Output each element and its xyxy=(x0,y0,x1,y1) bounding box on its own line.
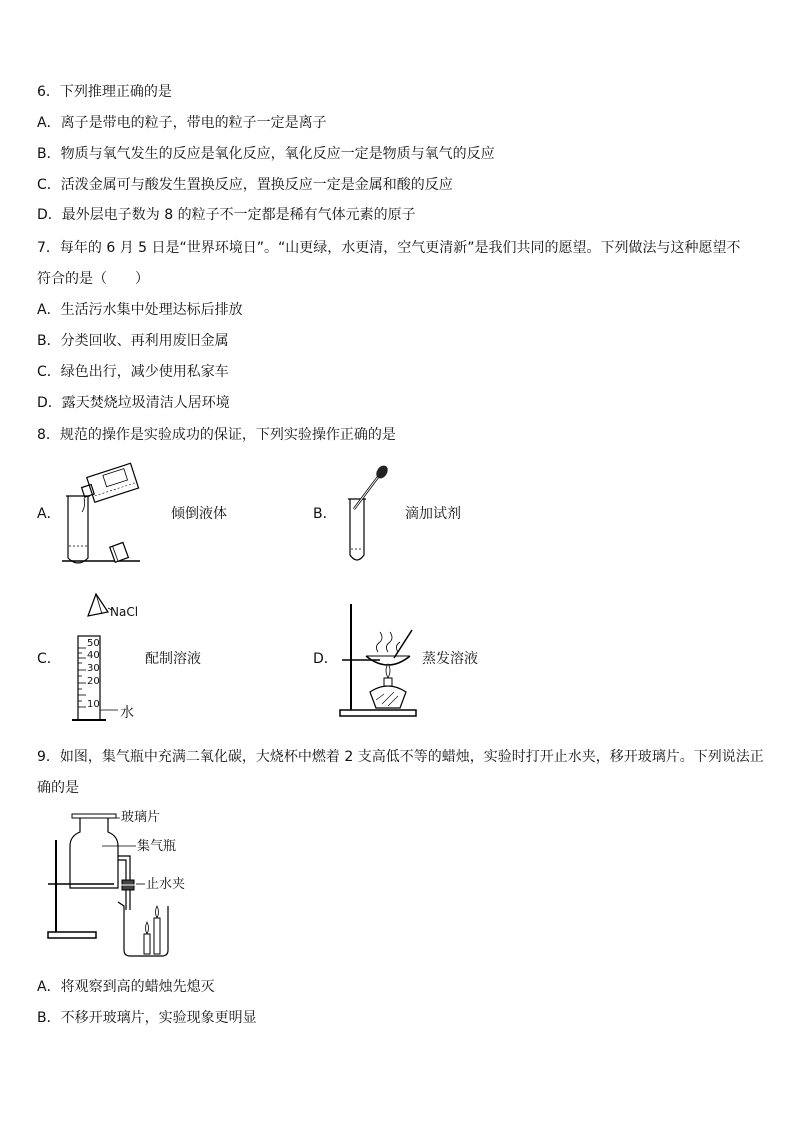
q6-option-a: A．离子是带电的粒子，带电的粒子一定是离子 xyxy=(37,115,327,131)
q7-option-d: D．露天焚烧垃圾清洁人居环境 xyxy=(37,395,230,411)
q8-a-caption: 倾倒液体 xyxy=(171,506,227,522)
water-clamp-label: 止水夹 xyxy=(146,877,186,892)
q8-b-caption: 滴加试剂 xyxy=(405,506,461,522)
glass-plate-label: 玻璃片 xyxy=(121,810,161,825)
q8-c-letter: C． xyxy=(37,651,61,667)
q8-b-letter: B． xyxy=(313,506,337,522)
water-label: 水 xyxy=(120,705,134,721)
leader-lines xyxy=(100,810,150,890)
q7-option-a: A．生活污水集中处理达标后排放 xyxy=(37,302,243,318)
q6-option-d: D．最外层电子数为 8 的粒子不一定都是稀有气体元素的原子 xyxy=(37,207,416,223)
scale-30: 30 xyxy=(87,663,100,674)
q8-a-letter: A． xyxy=(37,506,61,522)
q8-c-caption: 配制溶液 xyxy=(145,651,201,667)
scale-50: 50 xyxy=(87,638,100,649)
q8-stem: 8．规范的操作是实验成功的保证，下列实验操作正确的是 xyxy=(37,427,396,443)
q9-option-a: A．将观察到高的蜡烛先熄灭 xyxy=(37,979,215,995)
scale-10: 10 xyxy=(87,699,100,710)
q7-option-b: B．分类回收、再利用废旧金属 xyxy=(37,333,229,349)
dropper-figure xyxy=(338,463,398,569)
pouring-liquid-figure xyxy=(62,462,162,572)
scale-20: 20 xyxy=(87,676,100,687)
q9-stem-line1: 9．如图，集气瓶中充满二氧化碳，大烧杯中燃着 2 支高低不等的蜡烛，实验时打开止水夹，移开玻璃片。下列说法正 xyxy=(37,749,764,765)
q6-option-c: C．活泼金属可与酸发生置换反应，置换反应一定是金属和酸的反应 xyxy=(37,177,453,193)
q6-option-b: B．物质与氧气发生的反应是氧化反应，氧化反应一定是物质与氧气的反应 xyxy=(37,146,495,162)
gas-bottle-label: 集气瓶 xyxy=(137,839,177,854)
q6-stem: 6．下列推理正确的是 xyxy=(37,84,172,100)
q7-option-c: C．绿色出行，减少使用私家车 xyxy=(37,364,229,380)
q9-stem-line2: 确的是 xyxy=(37,780,79,796)
scale-40: 40 xyxy=(87,650,100,661)
evaporation-figure xyxy=(336,600,420,720)
q8-d-caption: 蒸发溶液 xyxy=(422,651,478,667)
q9-option-b: B．不移开玻璃片，实验现象更明显 xyxy=(37,1010,257,1026)
nacl-label: NaCl xyxy=(110,605,139,619)
q7-stem-line2: 符合的是（ ） xyxy=(37,271,149,287)
q8-d-letter: D． xyxy=(313,651,338,667)
q7-stem-line1: 7．每年的 6 月 5 日是“世界环境日”。“山更绿，水更清，空气更清新”是我们共同的愿望。下列做法与这种愿望不 xyxy=(37,240,741,256)
